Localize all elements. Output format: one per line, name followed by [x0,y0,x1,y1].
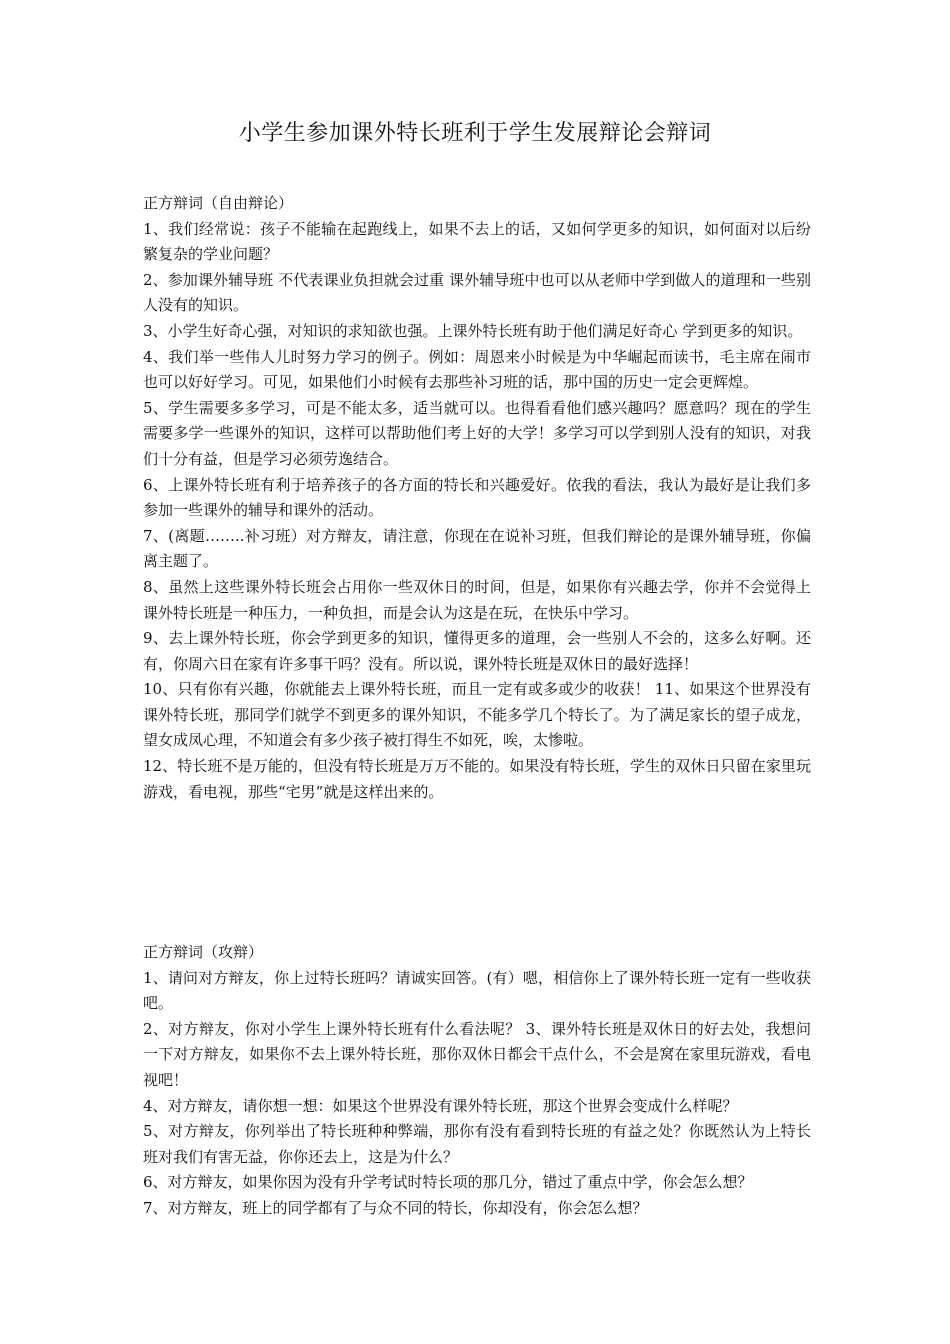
paragraph: 2、参加课外辅导班 不代表课业负担就会过重 课外辅导班中也可以从老师中学到做人的道理和一些别人没有的知识。 [143,270,811,315]
paragraph: 1、请问对方辩友，你上过特长班吗？请诚实回答。(有）嗯，相信你上了课外特长班一定有一些收获吧。 [143,968,811,1013]
paragraph: 5、对方辩友，你列举出了特长班种种弊端，那你有没有看到特长班的有益之处？你既然认为上特长班对我们有害无益，你你还去上，这是为什么？ [143,1122,811,1166]
paragraph: 7、(离题……..补习班）对方辩友，请注意，你现在在说补习班，但我们辩论的是课外辅导班，你偏离主题了。 [143,526,811,571]
document-title: 小学生参加课外特长班利于学生发展辩论会辩词 [238,121,712,146]
section-free-debate [143,191,811,805]
paragraph: 4、我们举一些伟人儿时努力学习的例子。例如：周恩来小时候是为中华崛起而读书，毛主席在闹市也可以好好学习。可见，如果他们小时候有去那些补习班的话，那中国的历史一定会更辉煌。 [143,347,811,392]
paragraph: 6、上课外特长班有利于培养孩子的各方面的特长和兴趣爱好。依我的看法，我认为最好是让我们多参加一些课外的辅导和课外的活动。 [143,475,811,520]
paragraph: 6、对方辩友，如果你因为没有升学考试时特长项的那几分，错过了重点中学，你会怎么想？ [143,1173,753,1192]
paragraph: 2、对方辩友，你对小学生上课外特长班有什么看法呢？ 3、课外特长班是双休日的好去处，我想问一下对方辩友，如果你不去上课外特长班，那你双休日都会干点什么，不会是窝在家里玩游戏，看电视吧！ [143,1019,811,1089]
section-cross-examination [143,940,811,1222]
paragraph: 12、特长班不是万能的，但没有特长班是万万不能的。如果没有特长班，学生的双休日只留在家里玩游戏，看电视，那些“宅男”就是这样出来的。 [143,757,811,801]
paragraph: 10、只有你有兴趣，你就能去上课外特长班，而且一定有或多或少的收获！ 11、如果这个世界没有课外特长班，那同学们就学不到更多的课外知识，不能多学几个特长了。为了满足家长的望子成龙，望女成凤心理，不知道会有多少孩子被打得生不如死，唉，太惨啦。 [143,680,811,750]
paragraph: 5、学生需要多多学习，可是不能太多，适当就可以。也得看看他们感兴趣吗？愿意吗？现在的学生需要多学一些课外的知识，这样可以帮助他们考上好的大学！多学习可以学到别人没有的知识，对我们十分有益，但是学习必须劳逸结合。 [143,398,811,468]
section-heading: 正方辩词（自由辩论） [143,194,294,212]
paragraph: 9、去上课外特长班，你会学到更多的知识，懂得更多的道理，会一些别人不会的，这多么好啊。还有，你周六日在家有许多事干吗？没有。所以说，课外特长班是双休日的最好选择！ [143,629,811,673]
paragraph: 7、对方辩友，班上的同学都有了与众不同的特长，你却没有，你会怎么想？ [143,1198,648,1217]
section-heading: 正方辩词（攻辩） [143,943,264,961]
paragraph: 3、小学生好奇心强，对知识的求知欲也强。上课外特长班有助于他们满足好奇心 学到更多的知识。 [143,321,803,340]
paragraph: 8、虽然上这些课外特长班会占用你一些双休日的时间，但是，如果你有兴趣去学，你并不会觉得上课外特长班是一种压力，一种负担，而是会认为这是在玩，在快乐中学习。 [143,577,811,622]
paragraph: 1、我们经常说：孩子不能输在起跑线上，如果不去上的话，又如何学更多的知识，如何面对以后纷繁复杂的学业问题？ [143,219,811,264]
paragraph: 4、对方辩友，请你想一想：如果这个世界没有课外特长班，那这个世界会变成什么样呢？ [143,1096,738,1115]
